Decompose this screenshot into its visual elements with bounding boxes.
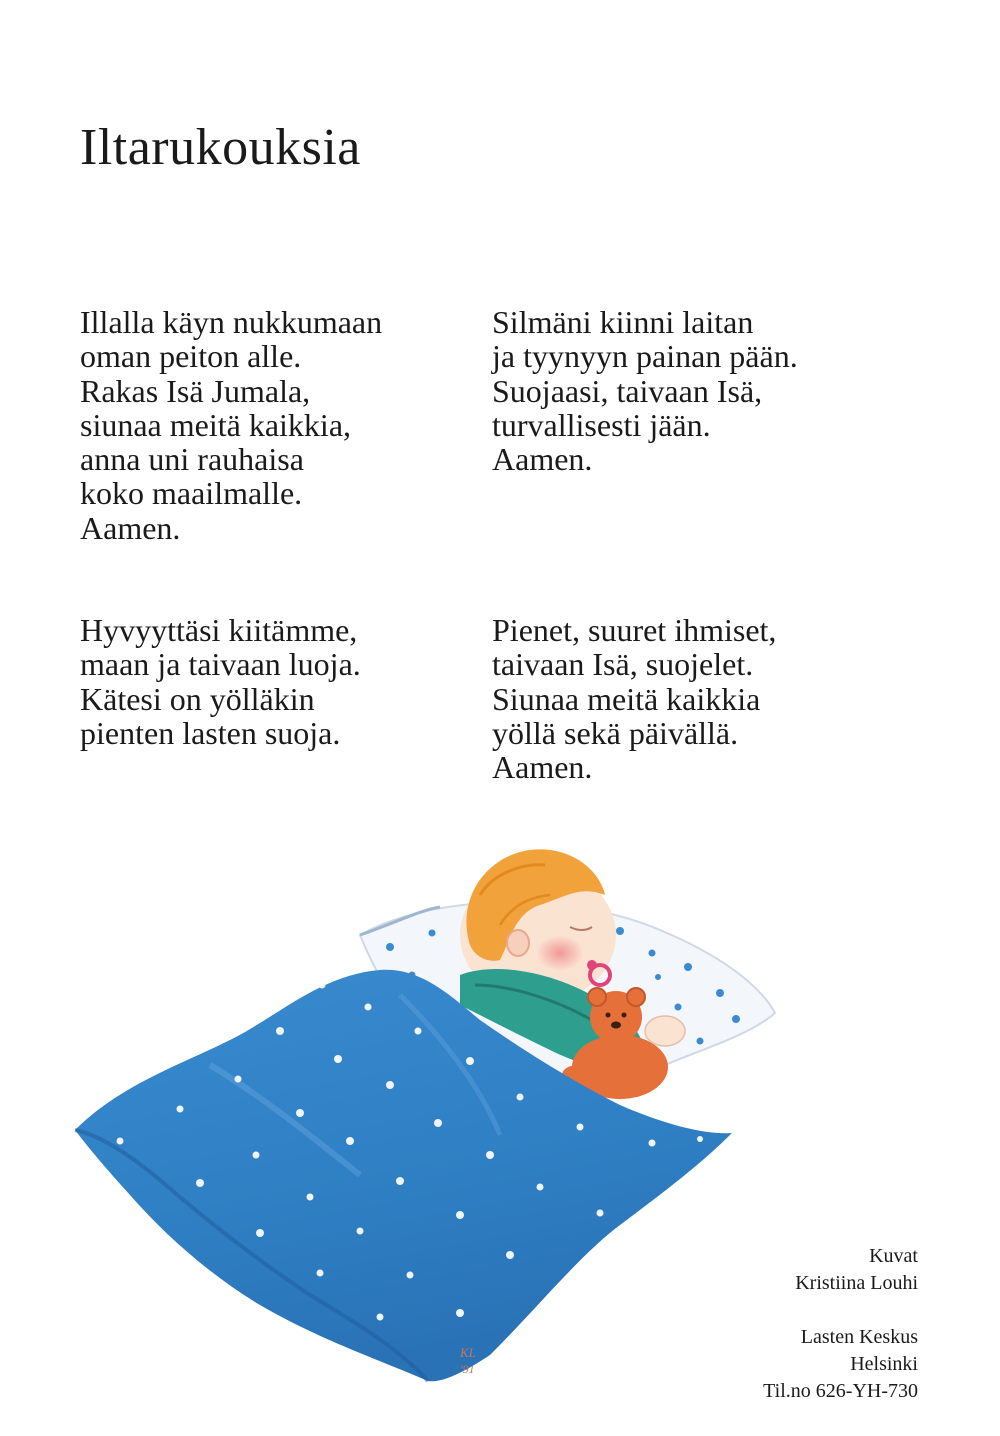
poem-line: Aamen. bbox=[80, 509, 181, 546]
poem-line: Kätesi on yölläkin bbox=[80, 680, 315, 717]
poem-line: yöllä sekä päivällä. bbox=[492, 714, 739, 751]
svg-text:KL: KL bbox=[460, 1345, 476, 1360]
poem-line: Rakas Isä Jumala, bbox=[80, 372, 311, 409]
poem-line: Siunaa meitä kaikkia bbox=[492, 680, 761, 717]
poem-line: pienten lasten suoja. bbox=[80, 714, 341, 751]
order-number: Til.no 626-YH-730 bbox=[763, 1380, 918, 1402]
poem-line: taivaan Isä, suojelet. bbox=[492, 646, 754, 683]
illustrator-credit bbox=[795, 1243, 918, 1297]
ear bbox=[507, 930, 529, 956]
poem-line: oman peiton alle. bbox=[80, 338, 302, 375]
poem-4 bbox=[492, 613, 776, 784]
publisher-credit bbox=[763, 1324, 918, 1405]
page-title: Iltarukouksia bbox=[80, 119, 361, 176]
poem-line: Illalla käyn nukkumaan bbox=[80, 304, 383, 340]
hand bbox=[645, 1016, 685, 1046]
poem-line: maan ja taivaan luoja. bbox=[80, 646, 361, 683]
cheek bbox=[536, 935, 584, 971]
poem-line: Aamen. bbox=[492, 749, 593, 786]
svg-text:'91: '91 bbox=[460, 1362, 475, 1376]
publisher-city: Helsinki bbox=[850, 1353, 918, 1375]
illustrations-label: Kuvat bbox=[869, 1245, 918, 1267]
poem-3 bbox=[80, 613, 361, 750]
illustrator-name: Kristiina Louhi bbox=[795, 1272, 918, 1294]
poem-line: siunaa meitä kaikkia, bbox=[80, 406, 352, 443]
poem-line: Silmäni kiinni laitan bbox=[492, 304, 754, 340]
publisher-name: Lasten Keskus bbox=[800, 1326, 918, 1348]
poem-line: ja tyynyyn painan pään. bbox=[492, 338, 798, 375]
poem-line: anna uni rauhaisa bbox=[80, 441, 304, 478]
poem-line: koko maailmalle. bbox=[80, 475, 303, 512]
poem-line: Aamen. bbox=[492, 441, 593, 478]
sleeping-child-illustration bbox=[60, 835, 800, 1395]
poem-line: Suojaasi, taivaan Isä, bbox=[492, 372, 763, 409]
poem-line: Hyvyyttäsi kiitämme, bbox=[80, 612, 358, 648]
poem-line: Pienet, suuret ihmiset, bbox=[492, 612, 777, 648]
poem-line: turvallisesti jään. bbox=[492, 406, 711, 443]
illustration-svg bbox=[60, 835, 800, 1395]
poem-1 bbox=[80, 305, 382, 545]
poem-2 bbox=[492, 305, 798, 476]
